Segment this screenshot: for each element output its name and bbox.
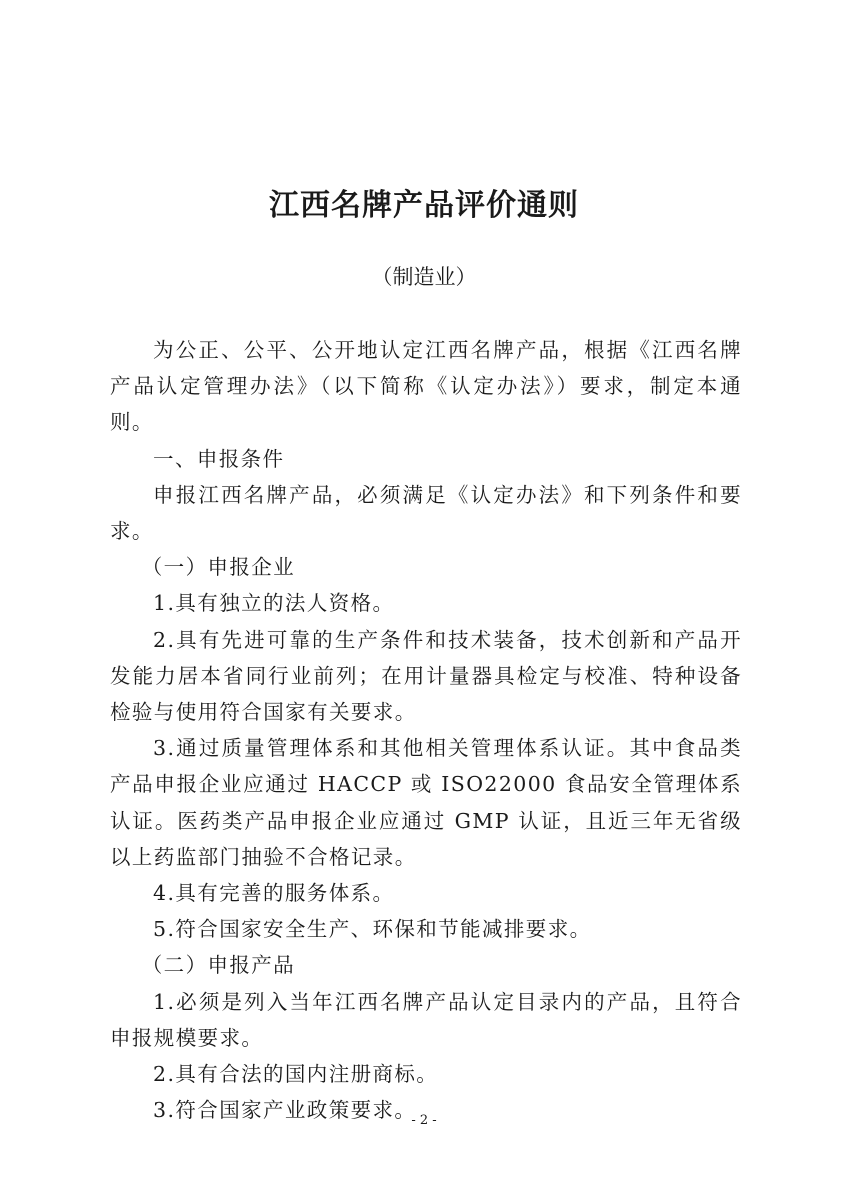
list-item-enterprise-1: 1.具有独立的法人资格。 bbox=[153, 591, 395, 616]
list-item-enterprise-5: 5.符合国家安全生产、环保和节能减排要求。 bbox=[153, 917, 592, 942]
subsection-heading-enterprise: （一）申报企业 bbox=[141, 555, 296, 580]
page-number: - 2 - bbox=[411, 1113, 437, 1128]
document-title: 江西名牌产品评价通则 bbox=[269, 188, 579, 223]
section-heading-application-conditions: 一、申报条件 bbox=[153, 446, 285, 471]
list-item-product-2: 2.具有合法的国内注册商标。 bbox=[153, 1062, 439, 1087]
list-item-product-1: 1.必须是列入当年江西名牌产品认定目录内的产品，且符合申报规模要求。 bbox=[110, 989, 742, 1050]
list-item-enterprise-3: 3.通过质量管理体系和其他相关管理体系认证。其中食品类产品申报企业应通过 HACCP 或 ISO22000 食品安全管理体系认证。医药类产品申报企业应通过 GMP 认证，且近三年无省级以上药监部门抽验不合格记录。 bbox=[110, 736, 742, 869]
list-item-enterprise-2: 2.具有先进可靠的生产条件和技术装备，技术创新和产品开发能力居本省同行业前列；在用计量器具检定与校准、特种设备检验与使用符合国家有关要求。 bbox=[110, 627, 742, 725]
paragraph-intro: 为公正、公平、公开地认定江西名牌产品，根据《江西名牌产品认定管理办法》（以下简称《认定办法》）要求，制定本通则。 bbox=[110, 338, 742, 435]
list-item-enterprise-4: 4.具有完善的服务体系。 bbox=[153, 881, 395, 906]
document-body bbox=[110, 332, 742, 1128]
list-item-product-3: 3.符合国家产业政策要求。 bbox=[153, 1098, 417, 1123]
subsection-heading-product: （二）申报产品 bbox=[141, 953, 296, 978]
document-subtitle: （制造业） bbox=[371, 265, 477, 289]
paragraph-requirements: 申报江西名牌产品，必须满足《认定办法》和下列条件和要求。 bbox=[110, 482, 742, 544]
